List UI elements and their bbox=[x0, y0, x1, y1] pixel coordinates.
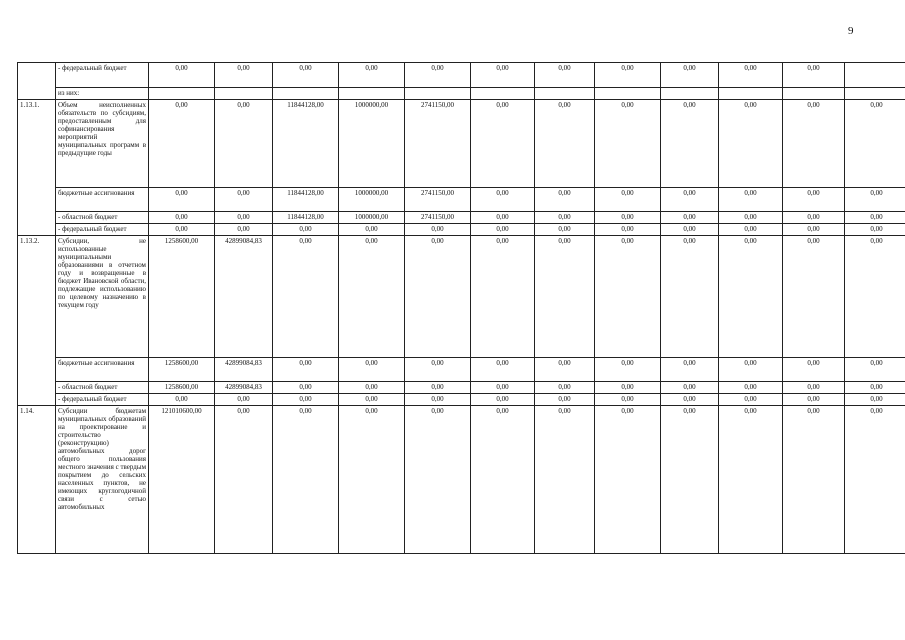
value-cell: 0,00 bbox=[471, 63, 535, 88]
value-cell: 0,00 bbox=[661, 100, 719, 188]
value-cell: 0,00 bbox=[149, 394, 215, 406]
value-cell: 0,00 bbox=[273, 382, 339, 394]
value-cell: 42899084,83 bbox=[215, 236, 273, 358]
value-cell: 0,00 bbox=[215, 188, 273, 212]
value-cell: 0,00 bbox=[339, 358, 405, 382]
value-cell: 0,00 bbox=[719, 236, 783, 358]
value-cell: 42899084,83 bbox=[215, 358, 273, 382]
value-cell: 0,00 bbox=[471, 358, 535, 382]
value-cell: 0,00 bbox=[595, 394, 661, 406]
value-cell: 0,00 bbox=[339, 236, 405, 358]
value-cell: 0,00 bbox=[719, 212, 783, 224]
value-cell: 0,00 bbox=[845, 382, 905, 394]
value-cell: 0,00 bbox=[273, 394, 339, 406]
value-cell: 0,00 bbox=[595, 224, 661, 236]
value-cell: 0,00 bbox=[719, 382, 783, 394]
value-cell bbox=[535, 88, 595, 100]
value-cell: 0,00 bbox=[273, 224, 339, 236]
value-cell: 0,00 bbox=[535, 358, 595, 382]
table-row bbox=[18, 212, 905, 224]
value-cell: 0,00 bbox=[595, 358, 661, 382]
value-cell: 0,00 bbox=[661, 63, 719, 88]
value-cell: 2741150,00 bbox=[405, 212, 471, 224]
value-cell bbox=[595, 88, 661, 100]
budget-table bbox=[17, 62, 905, 554]
value-cell: 0,00 bbox=[845, 100, 905, 188]
value-cell: 0,00 bbox=[535, 224, 595, 236]
table-row bbox=[18, 358, 905, 382]
value-cell: 0,00 bbox=[595, 382, 661, 394]
value-cell: 0,00 bbox=[149, 188, 215, 212]
value-cell: 0,00 bbox=[405, 358, 471, 382]
value-cell: 0,00 bbox=[783, 382, 845, 394]
value-cell: 0,00 bbox=[471, 212, 535, 224]
value-cell: 0,00 bbox=[845, 188, 905, 212]
value-cell: 0,00 bbox=[471, 406, 535, 554]
value-cell: 0,00 bbox=[595, 212, 661, 224]
name-cell: Объем неисполненных обязательств по субсидиям, предоставленным для софинансирования мероприятий муниципальных программ в предыдущие годы bbox=[56, 100, 149, 188]
value-cell: 0,00 bbox=[535, 63, 595, 88]
value-cell: 0,00 bbox=[661, 236, 719, 358]
code-cell bbox=[18, 88, 56, 100]
value-cell: 0,00 bbox=[149, 212, 215, 224]
name-cell: Субсидии бюджетам муниципальных образований на проектирование и строительство (реконструкцию) автомобильных дорог общего пользования местного значения с твердым покрытием до сельских населенных пунктов, не имеющих круглогодичной связи с сетью автомобильных bbox=[56, 406, 149, 554]
value-cell: 0,00 bbox=[783, 358, 845, 382]
value-cell: 0,00 bbox=[405, 236, 471, 358]
value-cell: 0,00 bbox=[661, 394, 719, 406]
table-row bbox=[18, 63, 905, 88]
value-cell: 0,00 bbox=[215, 63, 273, 88]
table-row bbox=[18, 394, 905, 406]
value-cell bbox=[273, 88, 339, 100]
value-cell: 0,00 bbox=[595, 236, 661, 358]
name-cell: бюджетные ассигнования bbox=[56, 188, 149, 212]
value-cell: 0,00 bbox=[405, 382, 471, 394]
value-cell: 2741150,00 bbox=[405, 188, 471, 212]
value-cell: 0,00 bbox=[845, 358, 905, 382]
value-cell bbox=[845, 88, 905, 100]
value-cell: 0,00 bbox=[215, 224, 273, 236]
table-row bbox=[18, 100, 905, 188]
value-cell: 0,00 bbox=[595, 188, 661, 212]
value-cell: 0,00 bbox=[719, 100, 783, 188]
value-cell: 0,00 bbox=[405, 394, 471, 406]
value-cell: 0,00 bbox=[845, 224, 905, 236]
value-cell bbox=[719, 88, 783, 100]
table-row bbox=[18, 406, 905, 554]
value-cell: 0,00 bbox=[215, 100, 273, 188]
value-cell: 0,00 bbox=[215, 406, 273, 554]
value-cell: 0,00 bbox=[535, 100, 595, 188]
value-cell: 0,00 bbox=[405, 63, 471, 88]
value-cell: 0,00 bbox=[719, 224, 783, 236]
value-cell: 0,00 bbox=[783, 394, 845, 406]
value-cell: 0,00 bbox=[783, 212, 845, 224]
value-cell: 0,00 bbox=[595, 406, 661, 554]
value-cell: 0,00 bbox=[273, 358, 339, 382]
code-cell: 1.13.1. bbox=[18, 100, 56, 188]
value-cell: 0,00 bbox=[535, 212, 595, 224]
code-cell: 1.14. bbox=[18, 406, 56, 554]
page-number: 9 bbox=[848, 25, 854, 37]
value-cell: 1000000,00 bbox=[339, 212, 405, 224]
table-row bbox=[18, 88, 905, 100]
value-cell: 0,00 bbox=[661, 224, 719, 236]
value-cell: 0,00 bbox=[783, 100, 845, 188]
value-cell: 0,00 bbox=[719, 63, 783, 88]
name-cell: - федеральный бюджет bbox=[56, 394, 149, 406]
value-cell: 0,00 bbox=[661, 358, 719, 382]
code-cell bbox=[18, 358, 56, 382]
name-cell: из них: bbox=[56, 88, 149, 100]
value-cell: 0,00 bbox=[215, 212, 273, 224]
value-cell: 0,00 bbox=[535, 394, 595, 406]
value-cell: 0,00 bbox=[783, 63, 845, 88]
code-cell bbox=[18, 382, 56, 394]
value-cell bbox=[783, 88, 845, 100]
value-cell: 0,00 bbox=[535, 382, 595, 394]
value-cell: 0,00 bbox=[719, 358, 783, 382]
value-cell: 42899084,83 bbox=[215, 382, 273, 394]
value-cell: 0,00 bbox=[719, 394, 783, 406]
value-cell: 0,00 bbox=[339, 63, 405, 88]
name-cell: Субсидии, не использованные муниципальными образованиями в отчетном году и возвращенные в бюджет Ивановской области, подлежащие использованию по целевому назначению в текущем году bbox=[56, 236, 149, 358]
value-cell: 0,00 bbox=[661, 188, 719, 212]
table-row bbox=[18, 382, 905, 394]
value-cell bbox=[149, 88, 215, 100]
value-cell: 11844128,00 bbox=[273, 100, 339, 188]
value-cell: 0,00 bbox=[661, 382, 719, 394]
value-cell: 0,00 bbox=[471, 382, 535, 394]
value-cell: 0,00 bbox=[273, 406, 339, 554]
value-cell: 0,00 bbox=[719, 406, 783, 554]
value-cell: 0,00 bbox=[719, 188, 783, 212]
value-cell: 0,00 bbox=[149, 63, 215, 88]
value-cell: 0,00 bbox=[595, 63, 661, 88]
value-cell bbox=[845, 63, 905, 88]
value-cell bbox=[215, 88, 273, 100]
value-cell: 0,00 bbox=[339, 382, 405, 394]
value-cell: 1258600,00 bbox=[149, 382, 215, 394]
name-cell: - областной бюджет bbox=[56, 382, 149, 394]
code-cell bbox=[18, 188, 56, 212]
value-cell: 0,00 bbox=[783, 236, 845, 358]
value-cell: 0,00 bbox=[535, 188, 595, 212]
value-cell: 0,00 bbox=[273, 236, 339, 358]
code-cell bbox=[18, 394, 56, 406]
value-cell: 0,00 bbox=[845, 212, 905, 224]
value-cell: 0,00 bbox=[595, 100, 661, 188]
value-cell bbox=[339, 88, 405, 100]
value-cell: 121010600,00 bbox=[149, 406, 215, 554]
code-cell bbox=[18, 212, 56, 224]
value-cell bbox=[405, 88, 471, 100]
value-cell: 0,00 bbox=[339, 406, 405, 554]
value-cell: 0,00 bbox=[339, 394, 405, 406]
value-cell: 11844128,00 bbox=[273, 212, 339, 224]
value-cell: 2741150,00 bbox=[405, 100, 471, 188]
name-cell: - областной бюджет bbox=[56, 212, 149, 224]
name-cell: бюджетные ассигнования bbox=[56, 358, 149, 382]
value-cell: 0,00 bbox=[845, 406, 905, 554]
value-cell: 1258600,00 bbox=[149, 358, 215, 382]
value-cell: 1000000,00 bbox=[339, 188, 405, 212]
value-cell: 0,00 bbox=[273, 63, 339, 88]
value-cell: 0,00 bbox=[471, 394, 535, 406]
value-cell: 1000000,00 bbox=[339, 100, 405, 188]
table-row bbox=[18, 188, 905, 212]
table-row bbox=[18, 236, 905, 358]
value-cell: 0,00 bbox=[149, 224, 215, 236]
value-cell: 0,00 bbox=[535, 236, 595, 358]
value-cell: 0,00 bbox=[783, 188, 845, 212]
table-body bbox=[18, 63, 905, 554]
value-cell: 0,00 bbox=[471, 236, 535, 358]
value-cell: 0,00 bbox=[471, 188, 535, 212]
value-cell: 0,00 bbox=[661, 212, 719, 224]
code-cell: 1.13.2. bbox=[18, 236, 56, 358]
table-row bbox=[18, 224, 905, 236]
value-cell: 0,00 bbox=[845, 394, 905, 406]
code-cell bbox=[18, 63, 56, 88]
value-cell: 1258600,00 bbox=[149, 236, 215, 358]
value-cell: 0,00 bbox=[661, 406, 719, 554]
value-cell: 0,00 bbox=[149, 100, 215, 188]
value-cell: 0,00 bbox=[339, 224, 405, 236]
value-cell: 0,00 bbox=[783, 224, 845, 236]
name-cell: - федеральный бюджет bbox=[56, 63, 149, 88]
value-cell bbox=[471, 88, 535, 100]
value-cell: 0,00 bbox=[845, 236, 905, 358]
value-cell: 0,00 bbox=[471, 100, 535, 188]
value-cell: 0,00 bbox=[215, 394, 273, 406]
value-cell: 11844128,00 bbox=[273, 188, 339, 212]
value-cell: 0,00 bbox=[405, 406, 471, 554]
value-cell: 0,00 bbox=[471, 224, 535, 236]
value-cell: 0,00 bbox=[535, 406, 595, 554]
value-cell: 0,00 bbox=[405, 224, 471, 236]
value-cell bbox=[661, 88, 719, 100]
name-cell: - федеральный бюджет bbox=[56, 224, 149, 236]
value-cell: 0,00 bbox=[783, 406, 845, 554]
code-cell bbox=[18, 224, 56, 236]
